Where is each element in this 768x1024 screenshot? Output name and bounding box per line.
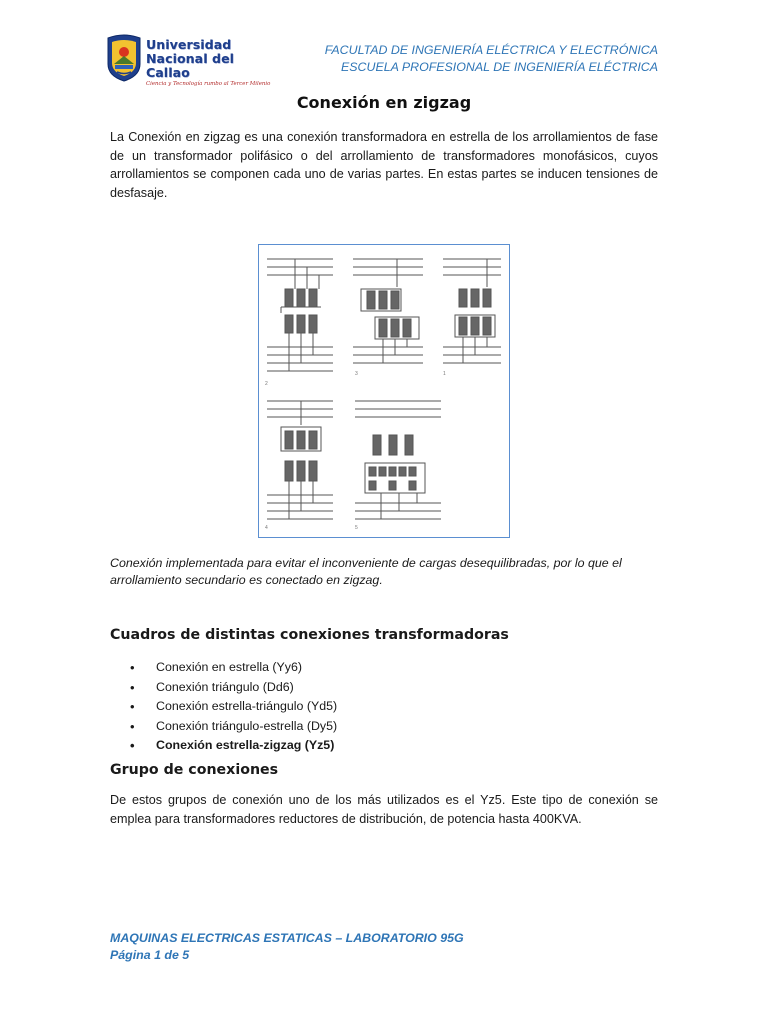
university-logo: [104, 34, 276, 87]
section-heading-groups: Grupo de conexiones: [110, 762, 279, 778]
panel-number-2: 3: [355, 371, 358, 377]
figure-caption: Conexión implementada para evitar el inconveniente de cargas desequilibradas, por lo que el arrollamiento secundario es conectado en zigzag.: [110, 556, 622, 587]
faculty-name: FACULTAD DE INGENIERÍA ELÉCTRICA Y ELECTRÓNICA: [324, 43, 658, 57]
diagram-panel-2: [353, 259, 423, 363]
list-item: • Conexión triángulo (Dd6): [130, 678, 337, 698]
list-item: • Conexión estrella-zigzag (Yz5): [130, 736, 337, 756]
groups-paragraph: De estos grupos de conexión uno de los más utilizados es el Yz5. Este tipo de conexión se emplea para transformadores reductores de distribución, de potencia hasta 400KVA.: [110, 793, 658, 826]
logo-name-line2: Nacional del Callao: [146, 51, 235, 80]
bullet-icon: •: [130, 660, 135, 675]
panel-number-3: 1: [443, 371, 446, 377]
panel-number-1: 2: [265, 381, 268, 387]
footer-course: MAQUINAS ELECTRICAS ESTATICAS – LABORATORIO 95G: [110, 931, 464, 945]
footer-page-number: Página 1 de 5: [110, 948, 190, 962]
header-institution: [325, 42, 658, 76]
diagram-panel-5: [355, 401, 441, 519]
diagram-panel-4: [267, 401, 333, 519]
document-title: Conexión en zigzag: [296, 93, 472, 112]
diagram-panel-3: [443, 259, 501, 363]
list-item: • Conexión en estrella (Yy6): [130, 658, 337, 678]
university-seal-icon: [104, 34, 144, 82]
logo-name-line1: Universidad: [146, 37, 232, 52]
bullet-icon: •: [130, 699, 135, 715]
list-item: • Conexión triángulo-estrella (Dy5): [130, 717, 337, 737]
transformer-diagram-figure: [258, 244, 510, 538]
bullet-icon: •: [130, 738, 135, 754]
transformer-connections-diagram: [259, 245, 508, 536]
logo-motto: Ciencia y Tecnología rumbo al Tercer Milenio: [146, 81, 271, 87]
list-item: • Conexión estrella-triángulo (Yd5): [130, 697, 337, 717]
page-footer: [110, 930, 464, 964]
panel-number-4: 4: [265, 525, 268, 531]
bullet-icon: •: [130, 718, 135, 734]
intro-paragraph: La Conexión en zigzag es una conexión transformadora en estrella de los arrollamientos de fase de un transformador polifásico o del arrollamiento de transformadores monofásicos, cuyos arrollamientos se componen cada uno de varias partes. En estas partes se inducen tensiones de desfasaje.: [110, 130, 658, 200]
bullet-icon: •: [130, 679, 135, 695]
diagram-panel-1: [267, 259, 333, 371]
section-heading-connections: Cuadros de distintas conexiones transformadoras: [110, 627, 509, 643]
panel-number-5: 5: [355, 525, 358, 531]
school-name: ESCUELA PROFESIONAL DE INGENIERÍA ELÉCTRICA: [341, 60, 658, 74]
connections-list: [130, 658, 337, 756]
